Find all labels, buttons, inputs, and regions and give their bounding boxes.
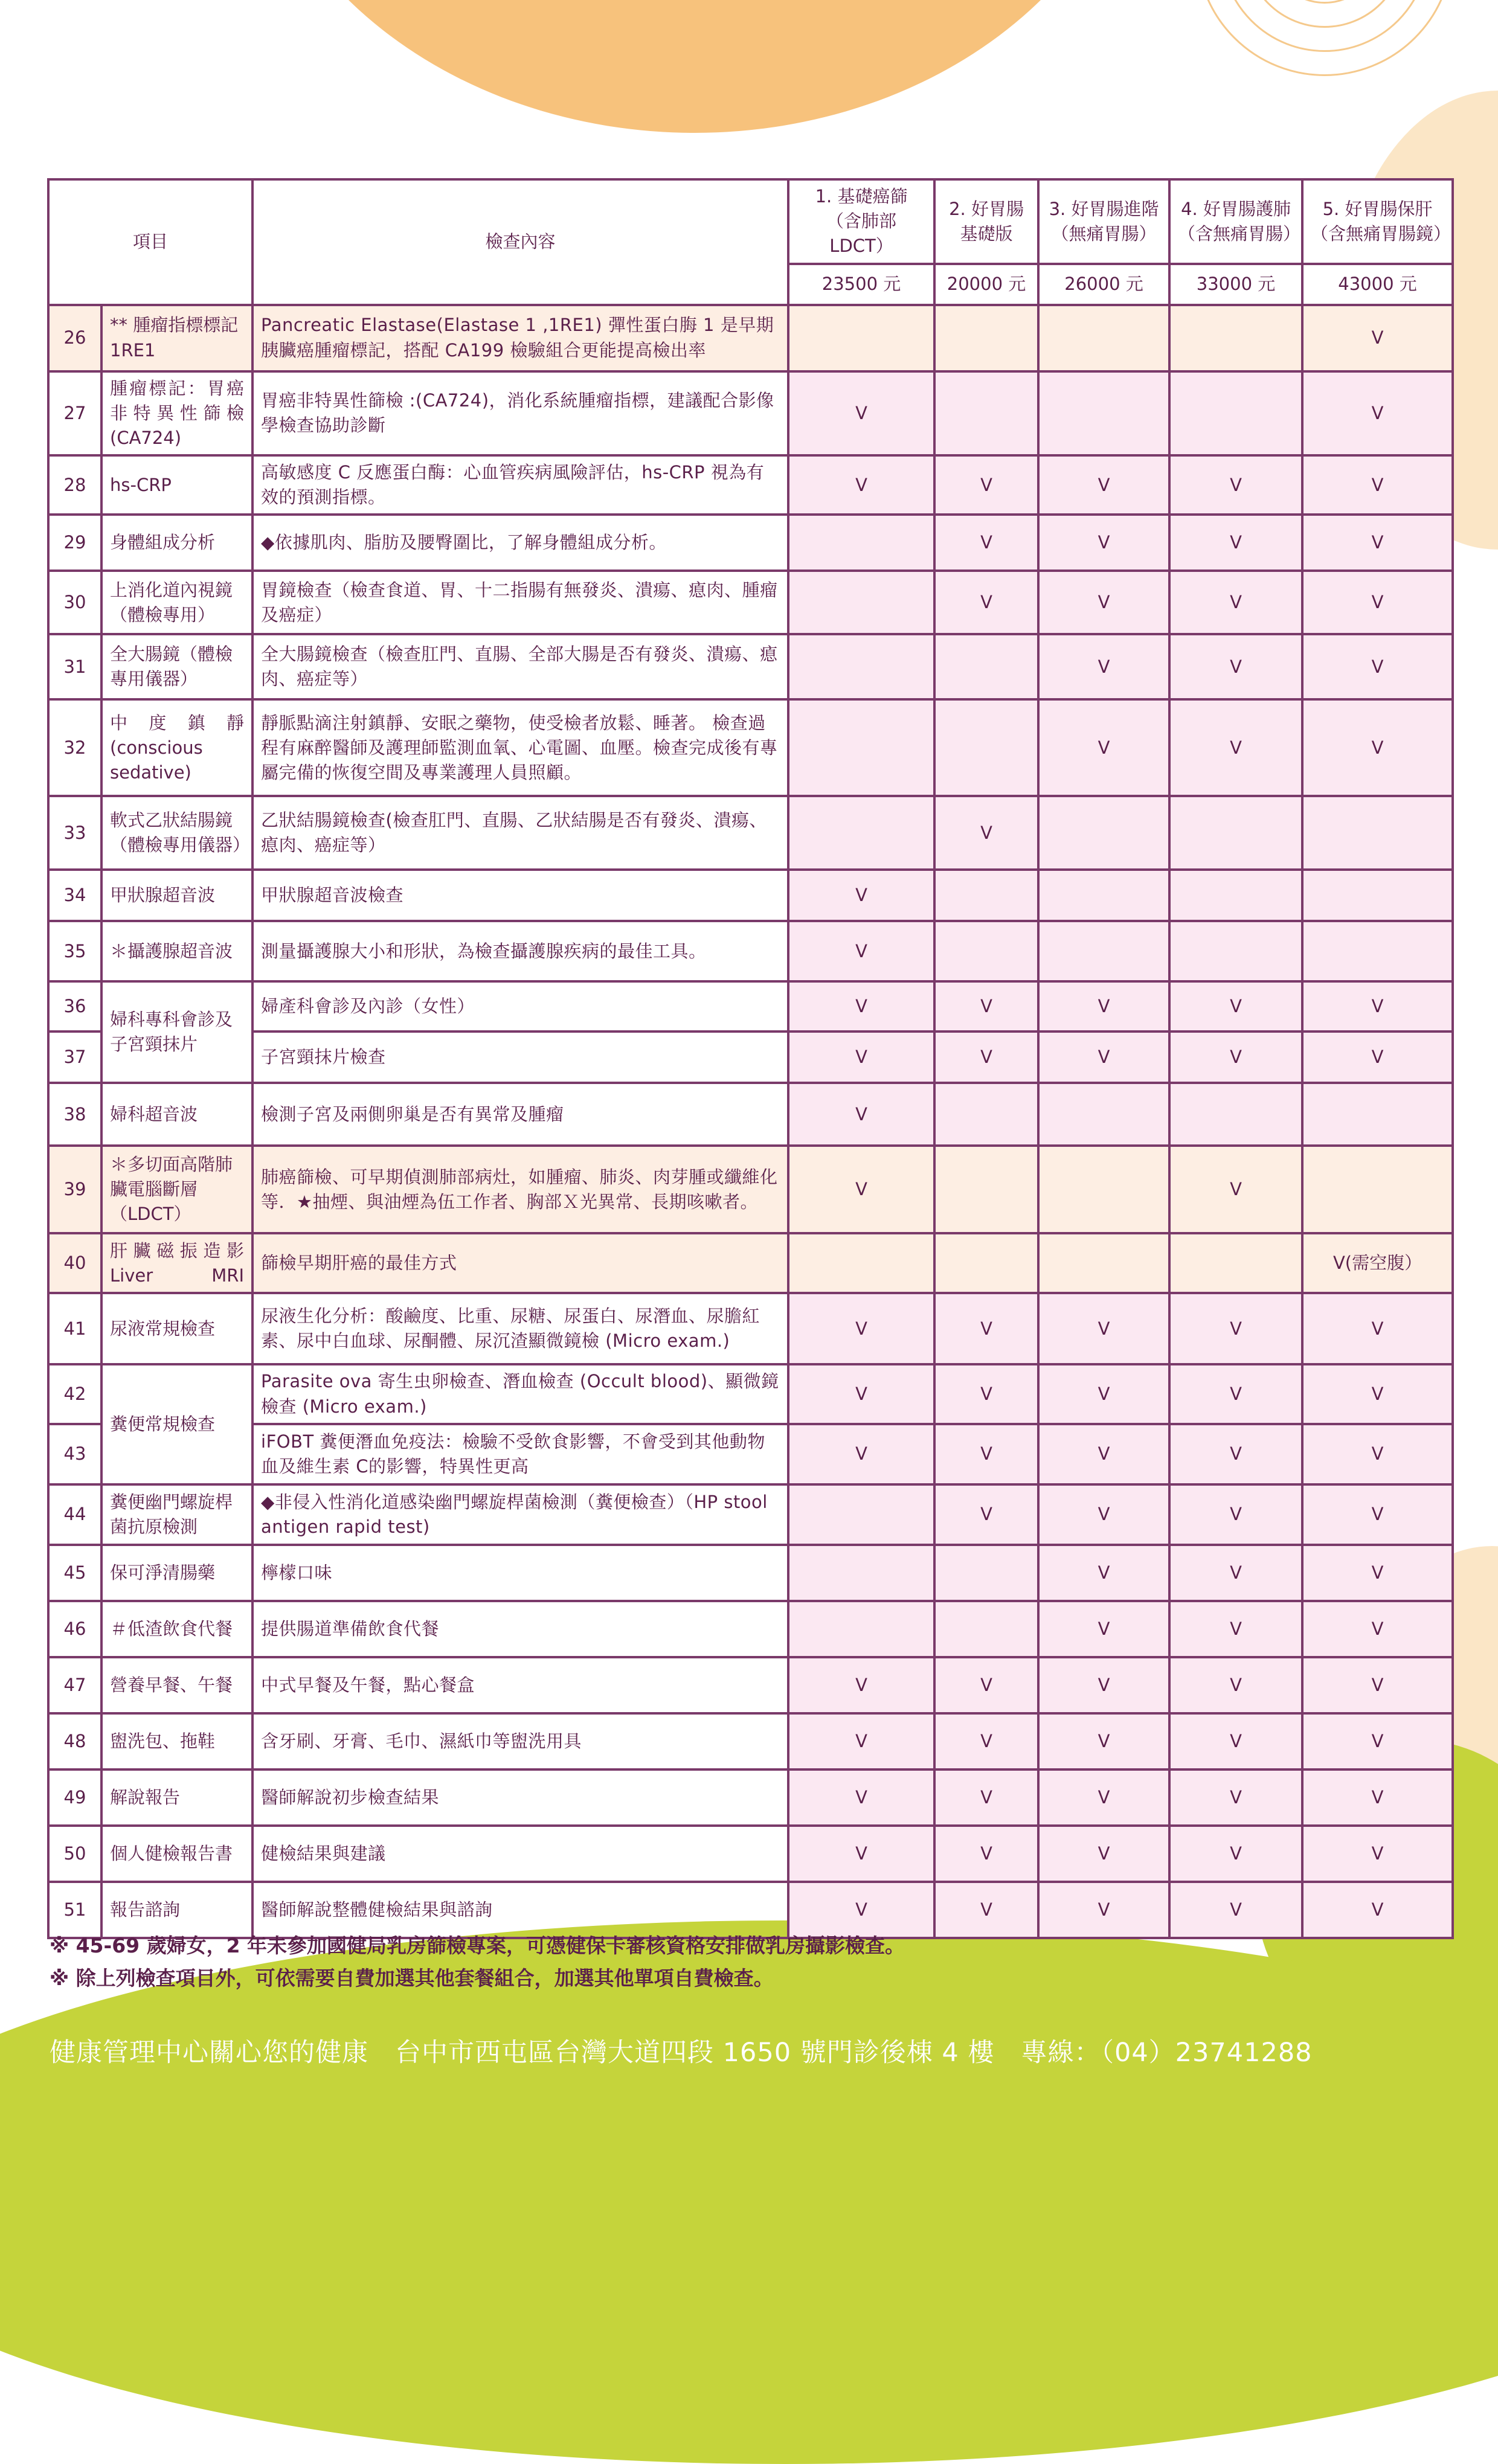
row-number: 31 — [48, 634, 101, 699]
row-number: 37 — [48, 1031, 101, 1083]
plan-3-mark: V — [1038, 634, 1169, 699]
plan-2-mark — [934, 634, 1038, 699]
plan-4-mark: V — [1169, 1713, 1302, 1769]
row-item: 營養早餐、午餐 — [101, 1657, 252, 1713]
table-row — [48, 921, 1453, 981]
plan-5-mark: V — [1302, 571, 1453, 634]
table-row — [48, 571, 1453, 634]
row-item: 全大腸鏡（體檢專用儀器） — [101, 634, 252, 699]
plan-5-mark — [1302, 1083, 1453, 1146]
row-number: 43 — [48, 1424, 101, 1484]
plan-header — [1038, 179, 1169, 264]
plan-3-mark — [1038, 921, 1169, 981]
row-item: 盥洗包、拖鞋 — [101, 1713, 252, 1769]
table-row — [48, 1484, 1453, 1545]
plan-3-mark: V — [1038, 1545, 1169, 1601]
plan-price: 23500 元 — [788, 264, 934, 305]
row-item: ＊攝護腺超音波 — [101, 921, 252, 981]
plan-4-mark — [1169, 870, 1302, 921]
row-number: 51 — [48, 1882, 101, 1938]
plan-4-mark: V — [1169, 634, 1302, 699]
row-number: 34 — [48, 870, 101, 921]
table-body — [48, 305, 1453, 1938]
plan-header — [1302, 179, 1453, 264]
plan-4-mark: V — [1169, 1293, 1302, 1364]
plan-3-mark — [1038, 1146, 1169, 1233]
plan-3-mark: V — [1038, 571, 1169, 634]
plan-5-mark: V — [1302, 1484, 1453, 1545]
row-item: 尿液常規檢查 — [101, 1293, 252, 1364]
plan-2-mark: V — [934, 571, 1038, 634]
row-item: 中度鎮靜 (conscious sedative) — [101, 699, 252, 796]
table-row — [48, 634, 1453, 699]
plan-1-mark: V — [788, 1713, 934, 1769]
plan-3-mark — [1038, 796, 1169, 870]
decorative-orange-blob — [242, 0, 1148, 133]
row-content: 婦產科會診及內診（女性） — [252, 981, 788, 1031]
footnotes — [50, 1930, 905, 1995]
table-row — [48, 1769, 1453, 1826]
plan-5-mark: V — [1302, 1769, 1453, 1826]
plan-3-mark: V — [1038, 981, 1169, 1031]
plan-5-mark: V — [1302, 1826, 1453, 1882]
row-item: hs-CRP — [101, 455, 252, 515]
plan-2-mark — [934, 1146, 1038, 1233]
row-item: 糞便幽門螺旋桿菌抗原檢測 — [101, 1484, 252, 1545]
plan-2-mark — [934, 921, 1038, 981]
plan-1-mark — [788, 1545, 934, 1601]
row-number: 42 — [48, 1364, 101, 1423]
plan-3-mark: V — [1038, 1713, 1169, 1769]
row-item: 軟式乙狀結腸鏡（體檢專用儀器） — [101, 796, 252, 870]
plan-2-mark: V — [934, 455, 1038, 515]
plan-3-mark — [1038, 1233, 1169, 1293]
plan-1-mark: V — [788, 1031, 934, 1083]
footnote: ※ 45-69 歲婦女，2 年未參加國健局乳房篩檢專案，可憑健保卡審核資格安排做乳房攝影檢查。 — [50, 1934, 905, 1957]
row-content: 甲狀腺超音波檢查 — [252, 870, 788, 921]
plan-3-mark — [1038, 305, 1169, 371]
row-content: iFOBT 糞便潛血免疫法：檢驗不受飲食影響，不會受到其他動物血及維生素 C的影響，特異性更高 — [252, 1424, 788, 1484]
table-row — [48, 1233, 1453, 1293]
footnote: ※ 除上列檢查項目外，可依需要自費加選其他套餐組合，加選其他單項自費檢查。 — [50, 1966, 774, 1991]
plan-1-mark: V — [788, 870, 934, 921]
header-content: 檢查內容 — [252, 179, 788, 305]
row-item: 個人健檢報告書 — [101, 1826, 252, 1882]
plan-1-mark: V — [788, 1146, 934, 1233]
row-number: 44 — [48, 1484, 101, 1545]
plan-1-mark: V — [788, 1364, 934, 1423]
table-row — [48, 796, 1453, 870]
plan-1-mark — [788, 515, 934, 571]
row-number: 46 — [48, 1601, 101, 1657]
plan-sub: 基礎版 — [960, 223, 1013, 244]
plan-2-mark — [934, 870, 1038, 921]
row-item: 保可淨清腸藥 — [101, 1545, 252, 1601]
plan-4-mark: V — [1169, 1769, 1302, 1826]
table-row — [48, 1424, 1453, 1484]
row-content: 尿液生化分析：酸鹼度、比重、尿糖、尿蛋白、尿潛血、尿膽紅素、尿中白血球、尿酮體、尿沉渣顯微鏡檢 (Micro exam.) — [252, 1293, 788, 1364]
plan-sub: （含無痛胃腸鏡） — [1311, 223, 1451, 244]
plan-5-mark — [1302, 796, 1453, 870]
plan-sub: （無痛胃腸） — [1051, 223, 1157, 244]
row-number: 26 — [48, 305, 101, 371]
plan-4-mark: V — [1169, 455, 1302, 515]
row-number: 49 — [48, 1769, 101, 1826]
plan-2-mark: V — [934, 1364, 1038, 1423]
row-content: 靜脈點滴注射鎮靜、安眠之藥物，使受檢者放鬆、睡著。 檢查過程有麻醉醫師及護理師監測血氧、心電圖、血壓。檢查完成後有專屬完備的恢復空間及專業護理人員照顧。 — [252, 699, 788, 796]
plan-3-mark: V — [1038, 1424, 1169, 1484]
row-content: Parasite ova 寄生虫卵檢查、潛血檢查 (Occult blood)、顯微鏡檢查 (Micro exam.) — [252, 1364, 788, 1423]
row-content: 測量攝護腺大小和形狀，為檢查攝護腺疾病的最佳工具。 — [252, 921, 788, 981]
plan-4-mark: V — [1169, 1657, 1302, 1713]
plan-4-mark: V — [1169, 1424, 1302, 1484]
plan-5-mark: V — [1302, 305, 1453, 371]
plan-4-mark — [1169, 796, 1302, 870]
row-number: 39 — [48, 1146, 101, 1233]
plan-3-mark — [1038, 870, 1169, 921]
plan-4-mark: V — [1169, 981, 1302, 1031]
row-number: 30 — [48, 571, 101, 634]
plan-2-mark: V — [934, 1882, 1038, 1938]
plan-3-mark: V — [1038, 1882, 1169, 1938]
plan-2-mark — [934, 305, 1038, 371]
row-number: 45 — [48, 1545, 101, 1601]
plan-price: 26000 元 — [1038, 264, 1169, 305]
row-content: 肺癌篩檢、可早期偵測肺部病灶，如腫瘤、肺炎、肉芽腫或纖維化等．★抽煙、與油煙為伍工作者、胸部Ｘ光異常、長期咳嗽者。 — [252, 1146, 788, 1233]
plan-1-mark: V — [788, 1424, 934, 1484]
plan-4-mark: V — [1169, 1545, 1302, 1601]
table-row — [48, 981, 1453, 1031]
plan-4-mark: V — [1169, 699, 1302, 796]
plan-3-mark: V — [1038, 1601, 1169, 1657]
plan-4-mark — [1169, 371, 1302, 456]
table-row — [48, 1293, 1453, 1364]
plan-header — [788, 179, 934, 264]
plan-5-mark — [1302, 870, 1453, 921]
plan-name: 4. 好胃腸護肺 — [1181, 198, 1291, 219]
row-content: 乙狀結腸鏡檢查(檢查肛門、直腸、乙狀結腸是否有發炎、潰瘍、瘜肉、癌症等） — [252, 796, 788, 870]
plan-1-mark: V — [788, 1769, 934, 1826]
plan-3-mark — [1038, 371, 1169, 456]
plan-5-mark: V — [1302, 1424, 1453, 1484]
plan-5-mark: V — [1302, 1882, 1453, 1938]
row-item: ＃低渣飲食代餐 — [101, 1601, 252, 1657]
row-content: 子宮頸抹片檢查 — [252, 1031, 788, 1083]
plan-5-mark: V — [1302, 1657, 1453, 1713]
plan-3-mark: V — [1038, 1826, 1169, 1882]
row-number: 47 — [48, 1657, 101, 1713]
row-content: 健檢結果與建議 — [252, 1826, 788, 1882]
row-item: 糞便常規檢查 — [101, 1364, 252, 1484]
plan-5-mark: V — [1302, 515, 1453, 571]
plan-5-mark: V — [1302, 1545, 1453, 1601]
plan-3-mark: V — [1038, 1769, 1169, 1826]
row-content: 篩檢早期肝癌的最佳方式 — [252, 1233, 788, 1293]
plan-1-mark: V — [788, 1083, 934, 1146]
row-item: 婦科專科會診及子宮頸抹片 — [101, 981, 252, 1083]
plan-1-mark — [788, 1601, 934, 1657]
plan-1-mark: V — [788, 1293, 934, 1364]
plan-3-mark: V — [1038, 515, 1169, 571]
plan-2-mark — [934, 371, 1038, 456]
plan-2-mark: V — [934, 1769, 1038, 1826]
table-row — [48, 1031, 1453, 1083]
row-content: 全大腸鏡檢查（檢查肛門、直腸、全部大腸是否有發炎、潰瘍、瘜肉、癌症等） — [252, 634, 788, 699]
row-item: ＊多切面高階肺臟電腦斷層（LDCT） — [101, 1146, 252, 1233]
table-row — [48, 371, 1453, 456]
header-item: 項目 — [48, 179, 252, 305]
plan-4-mark — [1169, 305, 1302, 371]
plan-4-mark: V — [1169, 571, 1302, 634]
plan-name: 2. 好胃腸 — [949, 198, 1024, 219]
plan-4-mark: V — [1169, 1601, 1302, 1657]
plan-5-mark: V — [1302, 1713, 1453, 1769]
row-item: 婦科超音波 — [101, 1083, 252, 1146]
table-row — [48, 1601, 1453, 1657]
plan-1-mark — [788, 305, 934, 371]
plan-3-mark: V — [1038, 1293, 1169, 1364]
table-row — [48, 1826, 1453, 1882]
row-item: 解說報告 — [101, 1769, 252, 1826]
row-content: 中式早餐及午餐，點心餐盒 — [252, 1657, 788, 1713]
row-number: 36 — [48, 981, 101, 1031]
table-row — [48, 1657, 1453, 1713]
row-number: 40 — [48, 1233, 101, 1293]
plan-1-mark — [788, 571, 934, 634]
decorative-green-band — [0, 1920, 1498, 2464]
plan-5-mark — [1302, 921, 1453, 981]
plan-price: 20000 元 — [934, 264, 1038, 305]
plan-sub: （含無痛胃腸） — [1178, 223, 1301, 244]
plan-5-mark — [1302, 1146, 1453, 1233]
plan-1-mark: V — [788, 1826, 934, 1882]
plan-sub: （含肺部 LDCT） — [826, 211, 897, 257]
row-number: 50 — [48, 1826, 101, 1882]
table-row — [48, 870, 1453, 921]
plan-3-mark: V — [1038, 699, 1169, 796]
row-item: 腫瘤標記：胃癌非特異性篩檢(CA724) — [101, 371, 252, 456]
plan-1-mark: V — [788, 981, 934, 1031]
plan-5-mark: V — [1302, 634, 1453, 699]
row-number: 35 — [48, 921, 101, 981]
table-row — [48, 1364, 1453, 1423]
row-number: 27 — [48, 371, 101, 456]
plan-5-mark: V — [1302, 1601, 1453, 1657]
row-item: 身體組成分析 — [101, 515, 252, 571]
plan-2-mark: V — [934, 1657, 1038, 1713]
plan-3-mark: V — [1038, 1484, 1169, 1545]
plan-2-mark — [934, 1545, 1038, 1601]
table-header — [48, 179, 1453, 305]
plan-4-mark: V — [1169, 1484, 1302, 1545]
plan-4-mark: V — [1169, 1364, 1302, 1423]
table-row — [48, 455, 1453, 515]
plan-4-mark: V — [1169, 515, 1302, 571]
table-row — [48, 1713, 1453, 1769]
plan-name: 3. 好胃腸進階 — [1049, 198, 1159, 219]
plan-price: 33000 元 — [1169, 264, 1302, 305]
plan-1-mark: V — [788, 921, 934, 981]
row-number: 28 — [48, 455, 101, 515]
plan-header — [934, 179, 1038, 264]
table-row — [48, 1083, 1453, 1146]
plan-2-mark: V — [934, 981, 1038, 1031]
plan-2-mark: V — [934, 1293, 1038, 1364]
row-number: 41 — [48, 1293, 101, 1364]
row-content: 檸檬口味 — [252, 1545, 788, 1601]
row-content: ◆依據肌肉、脂肪及腰臀圍比，了解身體組成分析。 — [252, 515, 788, 571]
plan-4-mark: V — [1169, 1826, 1302, 1882]
plan-name: 5. 好胃腸保肝 — [1322, 198, 1433, 219]
plan-3-mark: V — [1038, 1031, 1169, 1083]
plan-name: 1. 基礎癌篩 — [815, 186, 908, 207]
plan-2-mark: V — [934, 1484, 1038, 1545]
plan-5-mark: V — [1302, 1293, 1453, 1364]
plan-4-mark: V — [1169, 1146, 1302, 1233]
plan-1-mark — [788, 796, 934, 870]
plan-5-mark: V — [1302, 455, 1453, 515]
plan-5-mark: V — [1302, 981, 1453, 1031]
row-item: ** 腫瘤指標標記 1RE1 — [101, 305, 252, 371]
row-item: 上消化道內視鏡（體檢專用） — [101, 571, 252, 634]
row-content: 醫師解說初步檢查結果 — [252, 1769, 788, 1826]
plan-5-mark: V — [1302, 371, 1453, 456]
row-number: 32 — [48, 699, 101, 796]
row-content: 胃鏡檢查（檢查食道、胃、十二指腸有無發炎、潰瘍、瘜肉、腫瘤及癌症） — [252, 571, 788, 634]
plan-1-mark: V — [788, 455, 934, 515]
plan-1-mark: V — [788, 1657, 934, 1713]
plan-5-mark: V(需空腹） — [1302, 1233, 1453, 1293]
plan-1-mark — [788, 634, 934, 699]
plan-4-mark — [1169, 1233, 1302, 1293]
plan-2-mark: V — [934, 515, 1038, 571]
table-row — [48, 515, 1453, 571]
plan-1-mark — [788, 699, 934, 796]
row-number: 48 — [48, 1713, 101, 1769]
table-row — [48, 699, 1453, 796]
plan-2-mark: V — [934, 1713, 1038, 1769]
table-row — [48, 1545, 1453, 1601]
row-item: 報告諮詢 — [101, 1882, 252, 1938]
plan-3-mark: V — [1038, 1657, 1169, 1713]
plan-4-mark: V — [1169, 1882, 1302, 1938]
row-content: 高敏感度 C 反應蛋白酶：心血管疾病風險評估，hs-CRP 視為有效的預測指標。 — [252, 455, 788, 515]
plan-3-mark: V — [1038, 455, 1169, 515]
plan-2-mark — [934, 699, 1038, 796]
plan-4-mark — [1169, 921, 1302, 981]
plan-2-mark: V — [934, 1031, 1038, 1083]
row-content: 檢測子宮及兩側卵巢是否有異常及腫瘤 — [252, 1083, 788, 1146]
row-content: ◆非侵入性消化道感染幽門螺旋桿菌檢測（糞便檢查）（HP stool antigen rapid test) — [252, 1484, 788, 1545]
row-item: 甲狀腺超音波 — [101, 870, 252, 921]
row-content: Pancreatic Elastase(Elastase 1 ,1RE1) 彈性蛋白脢 1 是早期胰臟癌腫瘤標記，搭配 CA199 檢驗組合更能提高檢出率 — [252, 305, 788, 371]
checkup-plan-table — [47, 178, 1454, 1939]
plan-3-mark — [1038, 1083, 1169, 1146]
plan-5-mark: V — [1302, 1364, 1453, 1423]
plan-2-mark — [934, 1083, 1038, 1146]
row-number: 38 — [48, 1083, 101, 1146]
row-content: 含牙刷、牙膏、毛巾、濕紙巾等盥洗用具 — [252, 1713, 788, 1769]
plan-4-mark: V — [1169, 1031, 1302, 1083]
plan-2-mark: V — [934, 796, 1038, 870]
plan-header — [1169, 179, 1302, 264]
plan-3-mark: V — [1038, 1364, 1169, 1423]
footer-contact: 健康管理中心關心您的健康 台中市西屯區台灣大道四段 1650 號門診後棟 4 樓 專線：（04）23741288 — [50, 2038, 1313, 2068]
table-row — [48, 1146, 1453, 1233]
plan-price: 43000 元 — [1302, 264, 1453, 305]
plan-5-mark: V — [1302, 699, 1453, 796]
plan-1-mark: V — [788, 1882, 934, 1938]
plan-2-mark — [934, 1233, 1038, 1293]
row-number: 33 — [48, 796, 101, 870]
row-number: 29 — [48, 515, 101, 571]
row-content: 胃癌非特異性篩檢 :(CA724)，消化系統腫瘤指標，建議配合影像學檢查協助診斷 — [252, 371, 788, 456]
row-content: 提供腸道準備飲食代餐 — [252, 1601, 788, 1657]
plan-2-mark: V — [934, 1826, 1038, 1882]
plan-4-mark — [1169, 1083, 1302, 1146]
row-content: 醫師解說整體健檢結果與諮詢 — [252, 1882, 788, 1938]
row-item: 肝臟磁振造影 Liver MRI — [101, 1233, 252, 1293]
plan-2-mark: V — [934, 1424, 1038, 1484]
plan-1-mark — [788, 1233, 934, 1293]
plan-1-mark — [788, 1484, 934, 1545]
table-row — [48, 305, 1453, 371]
plan-2-mark — [934, 1601, 1038, 1657]
plan-5-mark: V — [1302, 1031, 1453, 1083]
plan-1-mark: V — [788, 371, 934, 456]
